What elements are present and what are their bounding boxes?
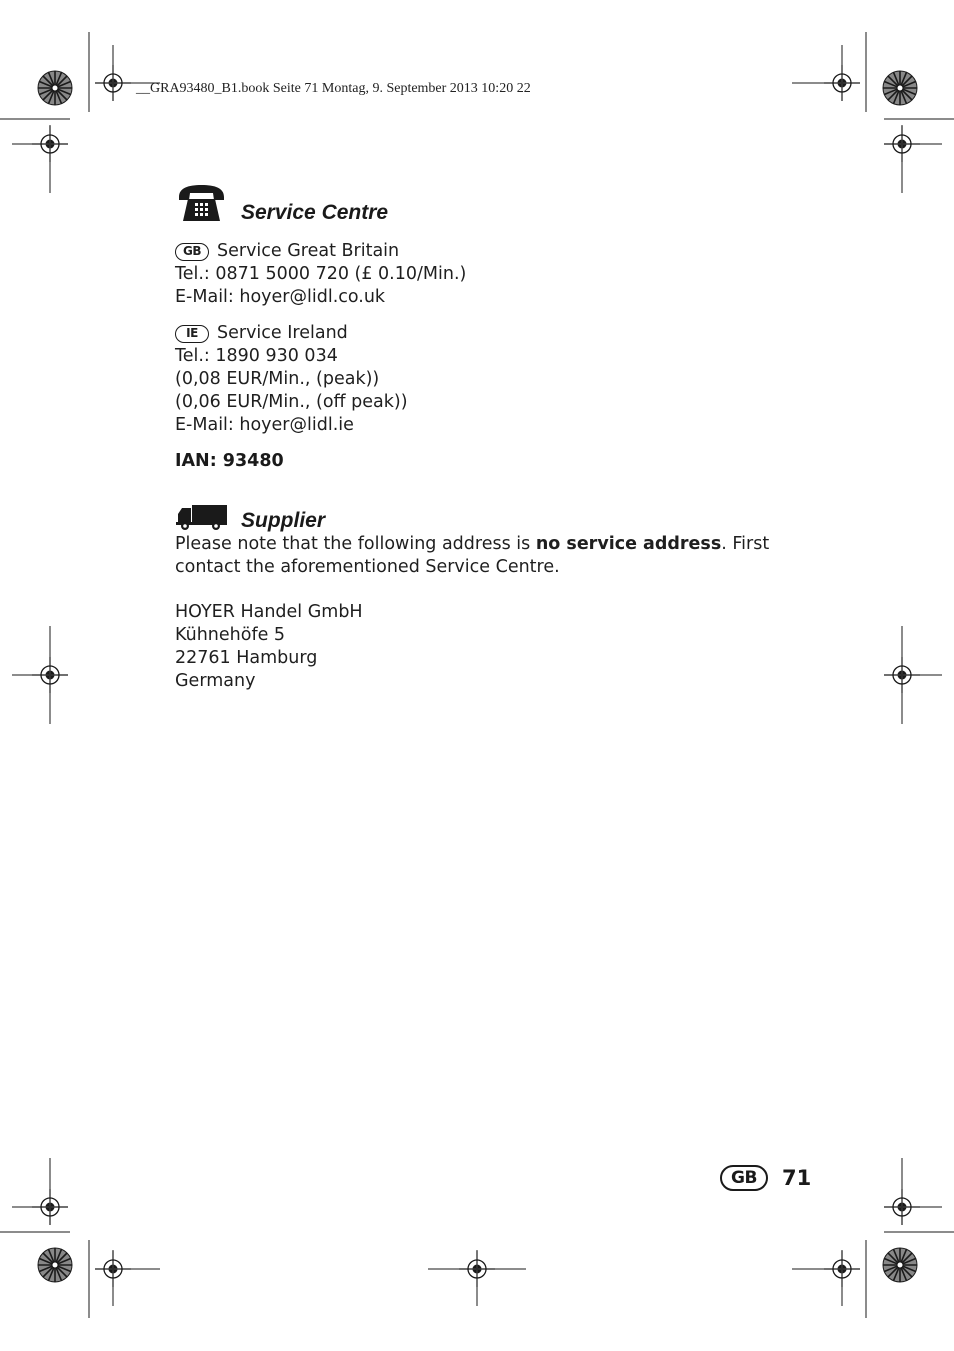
- service-ie-email: E-Mail: hoyer@lidl.ie: [175, 415, 354, 435]
- service-ie-tel: Tel.: 1890 930 034: [175, 346, 338, 366]
- gb-country-badge: GB: [175, 243, 209, 261]
- page-footer: [720, 1165, 811, 1191]
- service-centre-heading: [176, 183, 388, 223]
- service-gb-name: Service Great Britain: [217, 241, 400, 261]
- supplier-company: HOYER Handel GmbH: [175, 602, 363, 622]
- supplier-note-bold: no service address: [535, 534, 722, 554]
- ian-number: IAN: 93480: [175, 451, 284, 471]
- service-gb-tel: Tel.: 0871 5000 720 (£ 0.10/Min.): [175, 264, 467, 284]
- supplier-note-continued: . First contact the aforementioned Service Centre.: [175, 534, 770, 577]
- service-ie-block: [175, 322, 408, 437]
- telephone-icon: [176, 183, 227, 223]
- supplier-city: 22761 Hamburg: [175, 648, 318, 668]
- service-ie-rate-peak: (0,08 EUR/Min., (peak)): [175, 369, 380, 389]
- ie-country-badge: IE: [175, 325, 209, 343]
- supplier-heading: [176, 505, 325, 531]
- supplier-title: Supplier: [241, 509, 326, 532]
- truck-icon: [176, 505, 227, 531]
- footer-country-badge: GB: [720, 1165, 768, 1191]
- supplier-note: [175, 533, 835, 579]
- print-header-line: __GRA93480_B1.book Seite 71 Montag, 9. September 2013 10:20 22: [136, 81, 531, 96]
- supplier-country: Germany: [175, 671, 256, 691]
- service-ie-rate-offpeak: (0,06 EUR/Min., (off peak)): [175, 392, 408, 412]
- service-gb-block: [175, 240, 466, 309]
- supplier-street: Kühnehöfe 5: [175, 625, 286, 645]
- service-gb-email: E-Mail: hoyer@lidl.co.uk: [175, 287, 386, 307]
- service-ie-name: Service Ireland: [217, 323, 348, 343]
- page-number: 71: [782, 1166, 812, 1190]
- supplier-note-text: Please note that the following address is: [175, 534, 536, 554]
- service-centre-title: Service Centre: [241, 201, 389, 224]
- supplier-address: [175, 601, 363, 693]
